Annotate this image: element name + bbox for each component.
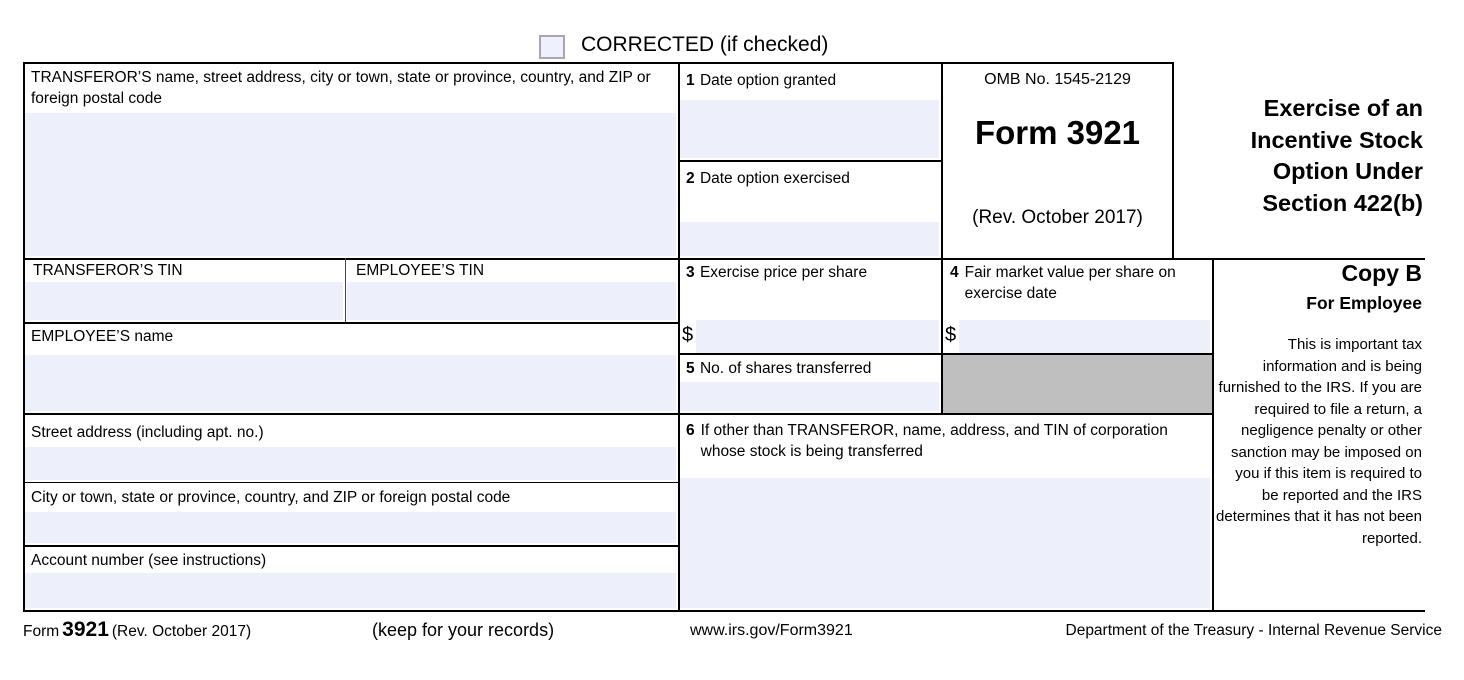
box6-number: 6 xyxy=(686,422,695,439)
transferor-tin-label: TRANSFEROR’S TIN xyxy=(33,262,183,279)
box1-number: 1 xyxy=(686,72,695,89)
employee-tin-label: EMPLOYEE’S TIN xyxy=(356,262,485,279)
street-address-input[interactable] xyxy=(25,447,676,480)
form-revision: (Rev. October 2017) xyxy=(972,207,1143,228)
form-title: Exercise of an Incentive Stock Option Under Section 422(b) xyxy=(1250,95,1423,216)
footer-form-id: Form 3921 (Rev. October 2017) xyxy=(23,618,252,641)
footer-keep-note: (keep for your records) xyxy=(372,620,555,640)
corrected-checkbox[interactable] xyxy=(539,35,565,59)
box4-label: 4 Fair market value per share on exercise date xyxy=(950,263,1208,304)
transferor-tin-input[interactable] xyxy=(25,282,343,320)
divider xyxy=(678,160,943,162)
box3-number: 3 xyxy=(686,264,695,281)
footer-agency: Department of the Treasury - Internal Revenue Service xyxy=(1065,622,1442,639)
street-address-label: Street address (including apt. no.) xyxy=(31,424,264,441)
tax-notice: This is important tax information and is being furnished to the IRS. If you are required to file a return, a negligence penalty or other sanction may be imposed on you if this item is required to be reported and the IRS determines that it has not been reported. xyxy=(1216,336,1422,547)
divider xyxy=(1212,258,1214,610)
city-input[interactable] xyxy=(25,512,676,543)
divider xyxy=(23,62,1174,64)
divider xyxy=(678,353,1214,355)
footer-form-number: 3921 xyxy=(62,618,109,641)
footer-url[interactable]: www.irs.gov/Form3921 xyxy=(690,622,853,639)
box6-label: 6 If other than TRANSFEROR, name, address, and TIN of corporation whose stock is being transferred xyxy=(686,421,1191,462)
divider xyxy=(23,413,1214,415)
omb-number: OMB No. 1545-2129 xyxy=(984,71,1131,88)
employee-name-label: EMPLOYEE’S name xyxy=(31,328,174,345)
box3-label: 3 Exercise price per share xyxy=(686,264,868,281)
transferor-info-label: TRANSFEROR’S name, street address, city or town, state or province, country, and ZIP or foreign postal code xyxy=(31,69,651,107)
copy-designation: Copy B xyxy=(1341,260,1422,286)
divider xyxy=(23,482,678,483)
divider xyxy=(678,62,680,610)
divider xyxy=(23,322,680,324)
shares-transferred-input[interactable] xyxy=(680,382,939,411)
form-number: Form 3921 xyxy=(974,114,1141,151)
divider xyxy=(345,258,346,322)
date-option-granted-input[interactable] xyxy=(680,100,939,158)
box2-label: 2 Date option exercised xyxy=(686,170,850,187)
divider xyxy=(23,545,678,547)
corrected-label: CORRECTED (if checked) xyxy=(581,33,829,56)
city-label: City or town, state or province, country, and ZIP or foreign postal code xyxy=(31,489,511,506)
box5-number: 5 xyxy=(686,360,695,377)
shaded-area xyxy=(941,353,1212,413)
copy-recipient: For Employee xyxy=(1306,293,1422,313)
transferor-info-input[interactable] xyxy=(25,113,676,256)
divider xyxy=(23,258,1425,260)
fair-market-value-input[interactable] xyxy=(959,320,1210,353)
box2-number: 2 xyxy=(686,170,695,187)
corporation-info-input[interactable] xyxy=(680,478,1210,608)
divider xyxy=(23,62,25,610)
box1-label: 1 Date option granted xyxy=(686,72,837,89)
employee-name-input[interactable] xyxy=(25,355,676,411)
box4-number: 4 xyxy=(950,264,959,281)
date-option-exercised-input[interactable] xyxy=(680,222,939,256)
account-number-input[interactable] xyxy=(25,573,676,608)
exercise-price-input[interactable] xyxy=(696,320,939,353)
account-number-label: Account number (see instructions) xyxy=(31,552,267,569)
employee-tin-input[interactable] xyxy=(347,282,676,320)
box3-dollar-sign: $ xyxy=(682,324,694,346)
box5-label: 5 No. of shares transferred xyxy=(686,360,872,377)
box4-dollar-sign: $ xyxy=(945,324,957,346)
divider xyxy=(23,610,1425,612)
